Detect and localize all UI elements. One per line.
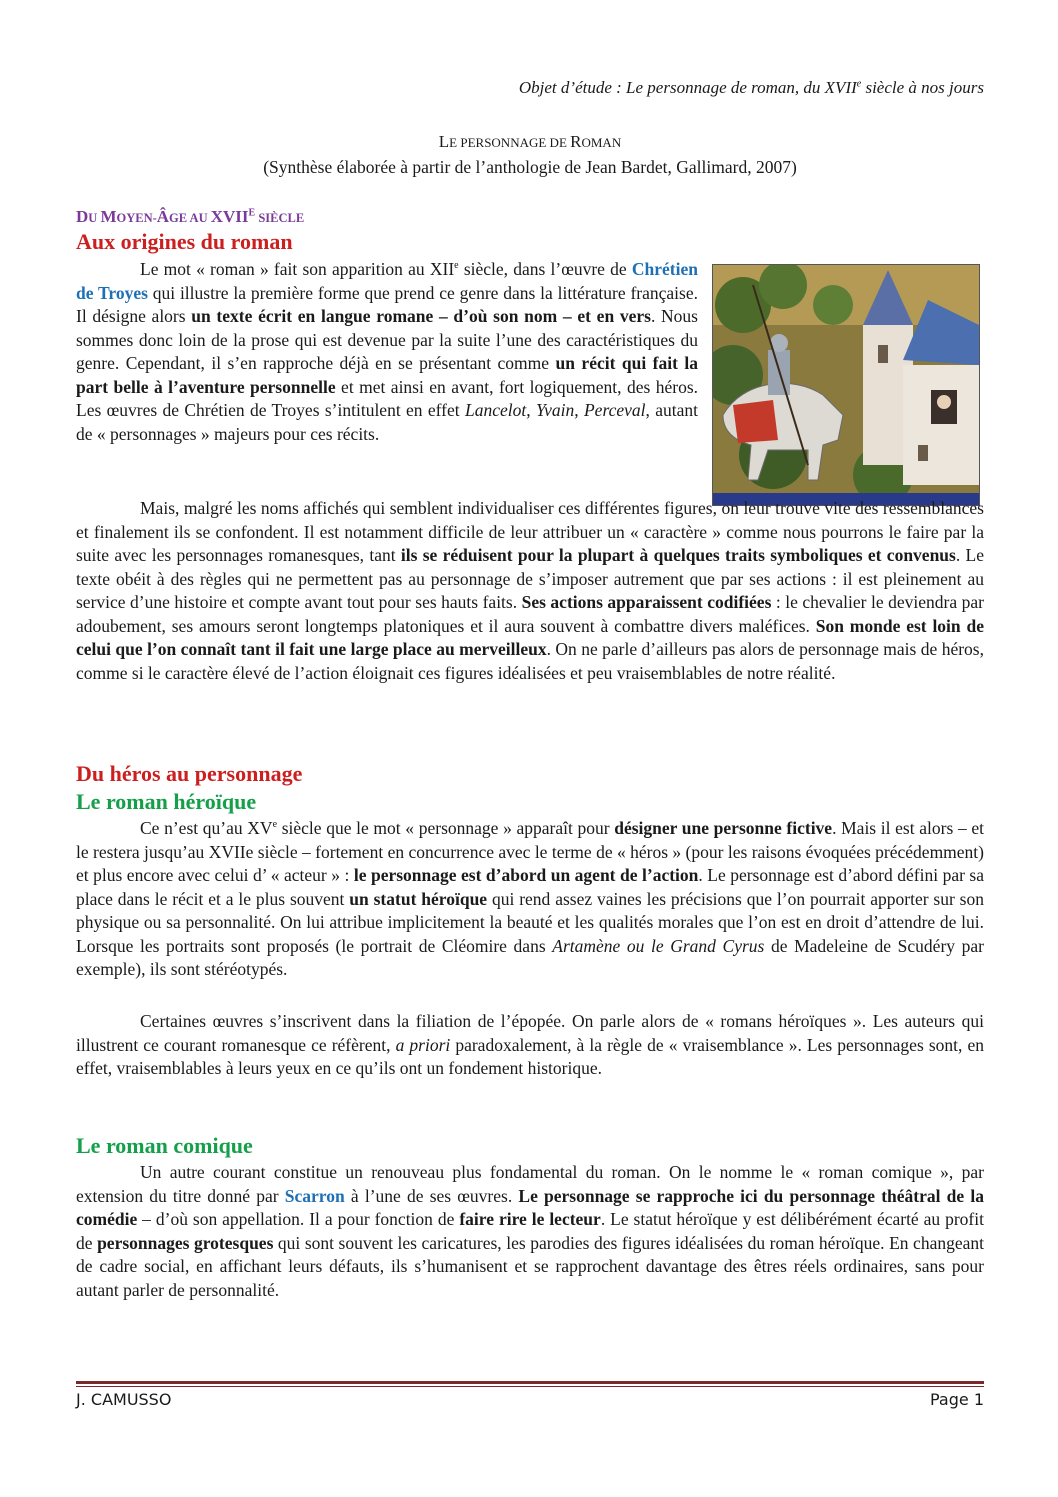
section-heading-origins: Aux origines du roman xyxy=(76,229,293,254)
subheading-heroic-novel: Le roman héroïque xyxy=(76,789,257,814)
running-header: Objet d’étude : Le personnage de roman, du XVIIe siècle à nos jours xyxy=(518,78,984,97)
footer-rule-thin xyxy=(76,1386,984,1387)
footer-author: J. CAMUSSO xyxy=(76,1390,172,1409)
document-subtitle: (Synthèse élaborée à partir de l’anthologie de Jean Bardet, Gallimard, 2007) xyxy=(263,157,797,177)
section-heading-hero: Du héros au personnage xyxy=(76,761,303,786)
document-page xyxy=(76,0,984,1497)
footer-rule xyxy=(76,1381,984,1384)
medieval-miniature-image xyxy=(712,264,980,506)
paragraph-origins-2: Mais, malgré les noms affichés qui semblent individualiser ces différentes figures, on leur trouve vite des ressemblances et finalement ils se confondent. Il est notamment difficile de leur attribuer un « caractère » comme nous pourrons le faire par la suite avec les personnages romanesques, tant ils se réduisent pour la plupart à quelques traits symboliques et convenus. Le texte obéit à des règles qui ne permettent pas au personnage de s’imposer autrement que par ses actions : il est pleinement au service d’une histoire et compte avant tout pour ses hauts faits. Ses actions apparaissent codifiées : le chevalier le deviendra par adoubement, ses amours seront longtemps platoniques et il aura souvent à combattre divers maléfices. Son monde est loin de celui que l’on connaît tant il fait une large place au merveilleux. On ne parle d’ailleurs pas alors de personnage mais de héros, comme si le caractère élevé de l’action éloignait ces figures idéalisées et peu vraisemblables de notre réalité. xyxy=(76,498,985,683)
period-heading: DU MOYEN-ÂGE AU $XVII^E$ SIÈCLE xyxy=(76,207,305,226)
paragraph-heroic-1: Ce n’est qu’au XVe siècle que le mot « personnage » apparaît pour désigner une personne fictive. Mais il est alors – et le restera jusqu’au XVIIe siècle – fortement en concurrence avec le terme de « héros » (pour les raisons évoquées précédemment) et plus encore avec celui d’ « acteur » : le personnage est d’abord un agent de l’action. Le personnage est d’abord défini par sa place dans le récit et a le plus souvent un statut héroïque qui rend assez vaines les précisions que l’on pourrait apporter sur son physique ou sa personnalité. On lui attribue implicitement la beauté et les qualités morales que l’on est en droit d’attendre de lui. Lorsque les portraits sont proposés (le portrait de Cléomire dans Artamène ou le Grand Cyrus de Madeleine de Scudéry par exemple), ils sont stéréotypés. xyxy=(76,818,984,979)
author-name-scarron: Scarron xyxy=(284,1185,345,1206)
document-title: LE PERSONNAGE DE ROMAN xyxy=(438,132,622,151)
paragraph-origins-1: Le mot « roman » fait son apparition au XIIe siècle, dans l’œuvre de Chrétien de Troyes qui illustre la première forme que prend ce genre dans la littérature française. Il désigne alors un texte écrit en langue romane – d’où son nom – et en vers. Nous sommes donc loin de la prose qui est devenue par la suite l’une des caractéristiques du genre. Cependant, il s’en rapproche déjà en se présentant comme un récit qui fait la part belle à l’aventure personnelle et met ainsi en avant, fort logiquement, des héros. Les œuvres de Chrétien de Troyes s’intitulent en effet Lancelot, Yvain, Perceval, autant de « personnages » majeurs pour ces récits. xyxy=(76,259,699,444)
subheading-comic-novel: Le roman comique xyxy=(76,1133,253,1158)
paragraph-comic: Un autre courant constitue un renouveau plus fondamental du roman. On le nomme le « roman comique », par extension du titre donné par Scarron à l’une de ses œuvres. Le personnage se rapproche ici du personnage théâtral de la comédie – d’où son appellation. Il a pour fonction de faire rire le lecteur. Le statut héroïque y est délibérément écarté au profit de personnages grotesques qui sont souvent les caricatures, les parodies des figures idéalisées du roman héroïque. En changeant de cadre social, en affichant leurs défauts, ils s’humanisent et se rapprochent davantage des êtres réels ordinaires, sans pour autant parler de personnalité. xyxy=(76,1162,984,1300)
author-name-chretien: Chrétien de Troyes xyxy=(76,259,698,303)
footer-page-number: Page 1 xyxy=(930,1390,984,1409)
paragraph-heroic-2: Certaines œuvres s’inscrivent dans la filiation de l’épopée. On parle alors de « romans héroïques ». Les auteurs qui illustrent ce courant romanesque ce réfèrent, a priori paradoxalement, à la règle de « vraisemblance ». Les personnages sont, en effet, vraisemblables à leurs yeux en ce qu’ils ont un fondement historique. xyxy=(76,1011,984,1078)
